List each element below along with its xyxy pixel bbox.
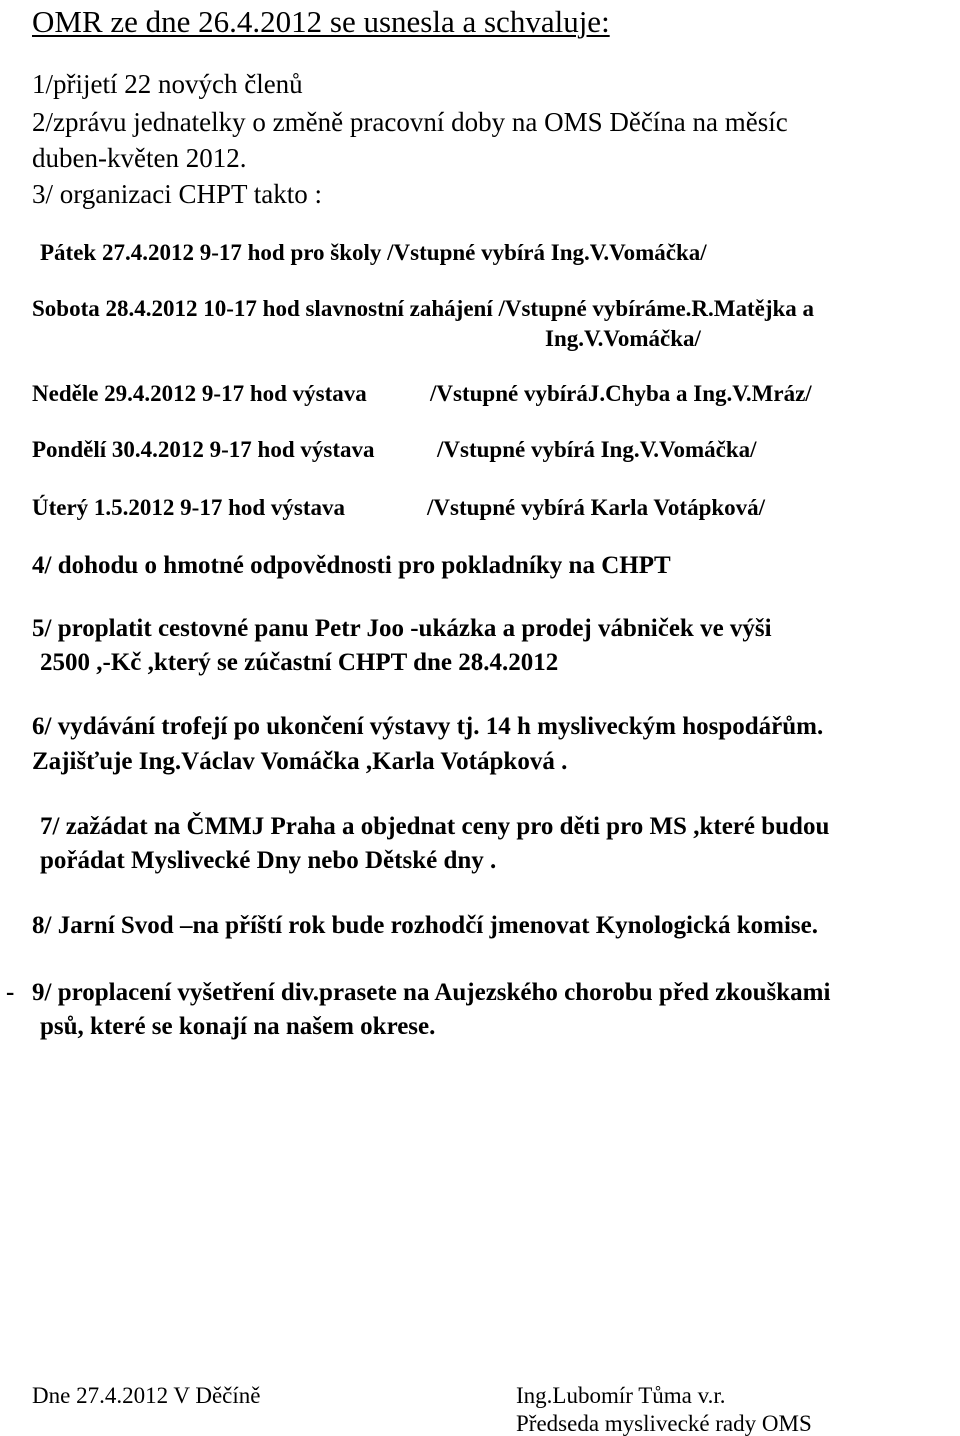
point-4: 4/ dohodu o hmotné odpovědnosti pro pokladníky na CHPT <box>32 552 671 579</box>
item-2-line-1: 2/zprávu jednatelky o změně pracovní doby na OMS Děčína na měsíc <box>32 107 788 137</box>
page-title: OMR ze dne 26.4.2012 se usnesla a schvaluje: <box>32 4 610 39</box>
point-9-line-1: 9/ proplacení vyšetření div.prasete na Aujezského chorobu před zkouškami <box>32 979 831 1006</box>
point-9-line-2: psů, které se konají na našem okrese. <box>40 1013 436 1040</box>
footer-signer-role: Předseda myslivecké rady OMS <box>516 1411 812 1436</box>
schedule-tuesday-collector: /Vstupné vybírá Karla Votápková/ <box>427 495 766 520</box>
point-7-line-1: 7/ zažádat na ČMMJ Praha a objednat ceny pro děti pro MS ,které budou <box>40 813 830 840</box>
schedule-friday: Pátek 27.4.2012 9-17 hod pro školy /Vstupné vybírá Ing.V.Vomáčka/ <box>40 240 707 265</box>
point-6-line-2: Zajišťuje Ing.Václav Vomáčka ,Karla Votápková . <box>32 748 568 775</box>
schedule-saturday-cont: Ing.V.Vomáčka/ <box>545 326 701 351</box>
item-1: 1/přijetí 22 nových členů <box>32 69 303 99</box>
point-6-line-1: 6/ vydávání trofejí po ukončení výstavy tj. 14 h mysliveckým hospodářům. <box>32 713 824 740</box>
point-5-line-1: 5/ proplatit cestovné panu Petr Joo -ukázka a prodej vábniček ve výši <box>32 615 772 642</box>
schedule-tuesday: Úterý 1.5.2012 9-17 hod výstava <box>32 495 346 520</box>
schedule-monday: Pondělí 30.4.2012 9-17 hod výstava <box>32 437 375 462</box>
schedule-monday-collector: /Vstupné vybírá Ing.V.Vomáčka/ <box>437 437 757 462</box>
point-7-line-2: pořádat Myslivecké Dny nebo Dětské dny . <box>40 847 497 874</box>
point-8: 8/ Jarní Svod –na příští rok bude rozhodčí jmenovat Kynologická komise. <box>32 912 818 939</box>
item-2-line-2: duben-květen 2012. <box>32 143 247 173</box>
schedule-sunday: Neděle 29.4.2012 9-17 hod výstava <box>32 381 367 406</box>
footer-signer-name: Ing.Lubomír Tůma v.r. <box>516 1383 726 1408</box>
point-9-dash: - <box>6 979 15 1006</box>
point-5-line-2: 2500 ,-Kč ,který se zúčastní CHPT dne 28.4.2012 <box>40 649 559 676</box>
footer-place-date: Dne 27.4.2012 V Děčíně <box>32 1383 261 1408</box>
schedule-saturday: Sobota 28.4.2012 10-17 hod slavnostní zahájení /Vstupné vybíráme.R.Matějka a <box>32 296 815 321</box>
item-3: 3/ organizaci CHPT takto : <box>32 179 322 209</box>
schedule-sunday-collector: /Vstupné vybíráJ.Chyba a Ing.V.Mráz/ <box>430 381 812 406</box>
